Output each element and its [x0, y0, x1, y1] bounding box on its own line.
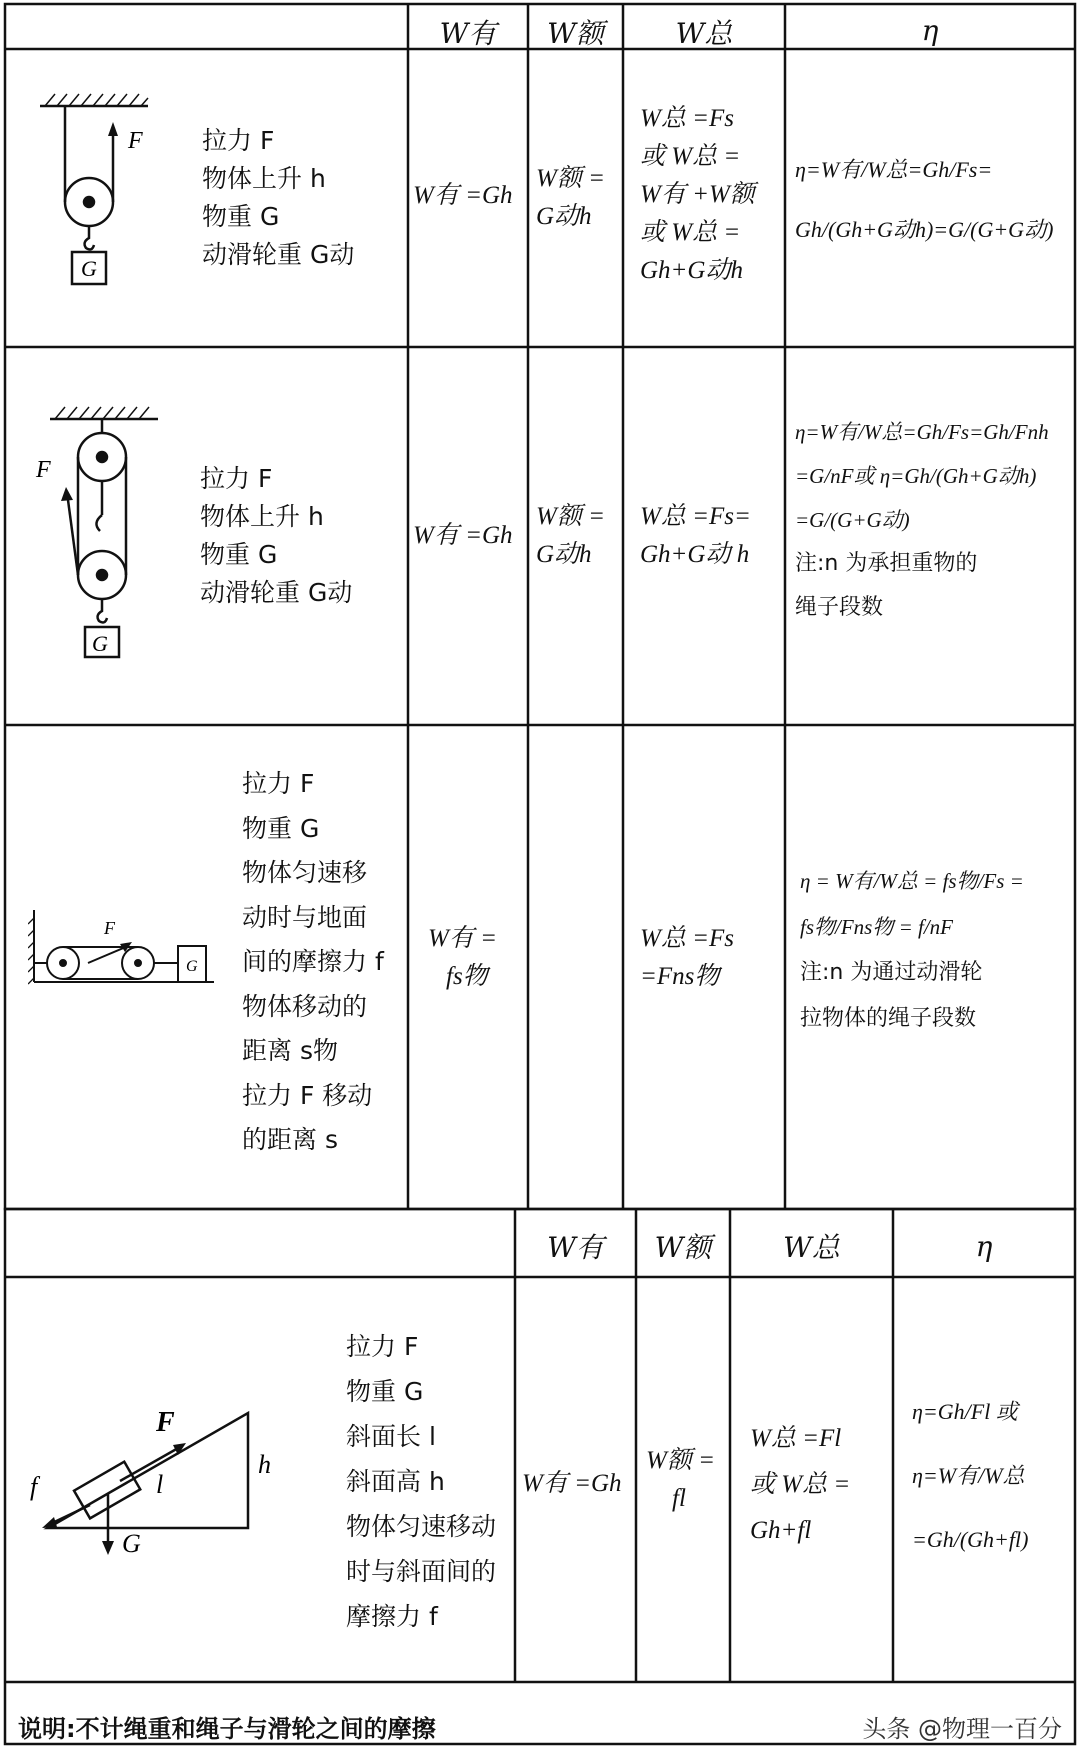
watermark: 头条 @物理一百分: [862, 1715, 1062, 1743]
fig-label-g: G: [81, 256, 97, 281]
header-w-you: W有: [439, 17, 497, 50]
row2-w-zong: W总 =Fs= Gh+G动 h: [640, 503, 751, 568]
inclined-plane-figure: [30, 1395, 280, 1565]
header-eta: η: [921, 14, 939, 47]
fig-label-g: G: [186, 958, 198, 975]
pulley-block-figure: [30, 405, 170, 665]
row1-eta: η=W有/W总=Gh/Fs= Gh/(Gh+G动h)=G/(G+G动): [795, 157, 1054, 242]
row3-conditions: 拉力 F 物重 G 物体匀速移 动时与地面 间的摩擦力 f 物体移动的 距离 s物 拉力 F 移动 的距离 s: [242, 769, 384, 1154]
row4-w-zong: W总 =Fl 或 W总 = Gh+fl: [750, 1425, 851, 1544]
row3-eta: η = W有/W总 = fs物/Fs = fs物/Fns物 = f/nF 注:n 为通过动滑轮 拉物体的绳子段数: [800, 869, 1024, 1031]
row3-w-zong: W总 =Fs =Fns物: [640, 925, 734, 990]
row4-w-you: W有 =Gh: [522, 1470, 622, 1497]
row2-w-e: W额 = G动h: [536, 503, 605, 568]
fig-label-f: F: [128, 128, 143, 154]
fig-label-f: F: [156, 1407, 175, 1438]
row3-w-you: W有 = fs物: [428, 925, 497, 990]
fig-label-l: l: [156, 1470, 164, 1499]
row1-conditions: 拉力 F 物体上升 h 物重 G 动滑轮重 G动: [202, 126, 355, 269]
movable-pulley-figure: [30, 90, 160, 300]
header-w-e: W额: [547, 17, 604, 50]
row2-conditions: 拉力 F 物体上升 h 物重 G 动滑轮重 G动: [200, 464, 353, 607]
header2-eta: η: [975, 1230, 993, 1263]
fig-label-g: G: [92, 631, 108, 656]
fig-label-f: F: [104, 918, 115, 938]
fig-label-g: G: [122, 1529, 141, 1558]
header2-w-you: W有: [547, 1231, 604, 1264]
row2-eta: η=W有/W总=Gh/Fs=Gh/Fnh =G/nF或 η=Gh/(Gh+G动h) =G/(G+G动) 注:n 为承担重物的 绳子段数: [795, 420, 1049, 620]
row1-w-e: W额 = G动h: [536, 165, 605, 230]
row1-w-you: W有 =Gh: [413, 182, 513, 209]
row4-w-e: W额 = fl: [646, 1447, 715, 1512]
fig-label-f: F: [36, 457, 51, 483]
row4-conditions: 拉力 F 物重 G 斜面长 l 斜面高 h 物体匀速移动 时与斜面间的 摩擦力 f: [346, 1332, 497, 1631]
fig-label-h: h: [258, 1450, 271, 1479]
row1-w-zong: W总 =Fs 或 W总 = W有 +W额 或 W总 = Gh+G动h: [640, 105, 755, 284]
row2-w-you: W有 =Gh: [413, 522, 513, 549]
horizontal-pull-figure: [28, 910, 218, 1000]
header-w-zong: W总: [675, 17, 733, 50]
row4-eta: η=Gh/Fl 或 η=W有/W总 =Gh/(Gh+fl): [912, 1399, 1029, 1552]
fig-label-friction: f: [30, 1472, 38, 1501]
header2-w-e: W额: [654, 1231, 712, 1264]
footer-note: 说明:不计绳重和绳子与滑轮之间的摩擦: [18, 1715, 436, 1743]
header2-w-zong: W总: [783, 1231, 840, 1264]
